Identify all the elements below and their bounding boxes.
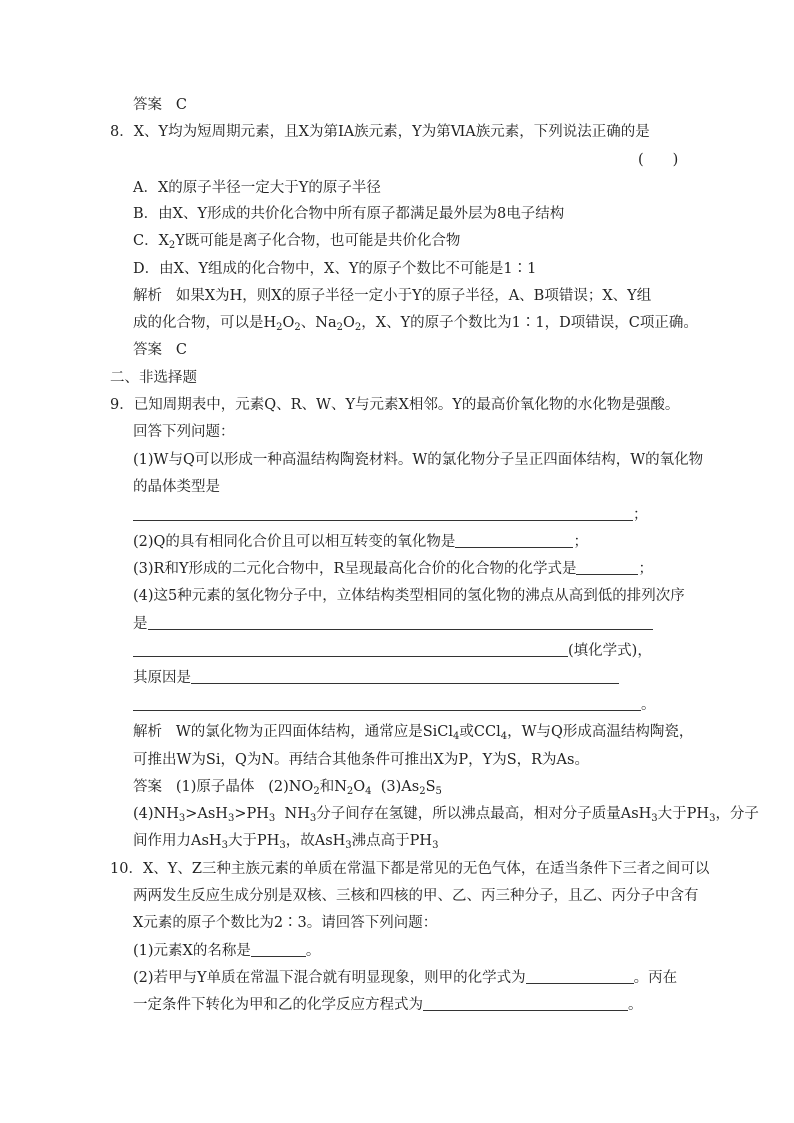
answer-blank[interactable] — [251, 941, 306, 957]
q9-part2: (2)Q的具有相同化合价且可以相互转变的氧化物是 ； — [133, 534, 588, 550]
answer-blank[interactable] — [133, 641, 568, 657]
q9-analysis-line1: 解析 W的氯化物为正四面体结构，通常应是SiCl$_4$或CCl$_4$，W与Q形成高温结构陶瓷， — [133, 724, 694, 742]
q9-answer-4-line2: 间作用力AsH$_3$大于$PH_3$，故AsH$_3$沸点高于$PH_3$ — [133, 833, 439, 851]
q9-part1-line2: 的晶体类型是 — [133, 479, 220, 495]
answer-blank[interactable] — [423, 995, 628, 1011]
q8-analysis-line1: 解析 如果X为H，则X的原子半径一定小于Y的原子半径，A、B项错误；X、Y组 — [133, 288, 652, 304]
q10-stem-line3: X元素的原子个数比为2∶3。请回答下列问题： — [133, 915, 438, 931]
q9-answer-4-line1: $(4)NH_3>AsH_3>PH_3$ $NH_3$分子间存在氢键，所以沸点最高，相对分子质量AsH$_3$大于$PH_3$，分子 — [133, 806, 759, 824]
answer-blank[interactable] — [148, 614, 653, 630]
q9-part4-line2: 是 — [133, 614, 653, 634]
q9-prompt: 回答下列问题： — [133, 424, 235, 440]
q8-answer: 答案 C — [133, 342, 187, 358]
q9-part4-line1: (4)这5种元素的氢化物分子中，立体结构类型相同的氢化物的沸点从高到低的排列次序 — [133, 588, 685, 604]
q8-answer-bracket: ( ) — [638, 152, 679, 168]
q8-option-b: B．由X、Y形成的共价化合物中所有原子都满足最外层为8电子结构 — [133, 206, 565, 222]
q9-part4-reason: 其原因是 — [133, 668, 619, 688]
q8-stem: 8．X、Y均为短周期元素，且X为第ⅠA族元素，Y为第ⅥA族元素，下列说法正确的是 — [110, 124, 650, 140]
q10-part2-line2: 一定条件下转化为甲和乙的化学反应方程式为 。 — [133, 997, 643, 1013]
section-title: 二、非选择题 — [110, 370, 197, 386]
q9-part1-blank-line: ； — [133, 505, 648, 525]
q9-part1-line1: (1)W与Q可以形成一种高温结构陶瓷材料。W的氯化物分子呈正四面体结构，W的氧化物 — [133, 452, 704, 468]
answer-blank[interactable] — [133, 505, 633, 521]
q10-part2-line1: (2)若甲与Y单质在常温下混合就有明显现象，则甲的化学式为 。丙在 — [133, 970, 678, 986]
q9-answer: 答案 (1)原子晶体 $(2)NO_2$和$N_2O_4$ $(3)As_2S_5$ — [133, 779, 442, 797]
answer-blank[interactable] — [455, 532, 573, 548]
q9-part4-line3: (填化学式)， — [133, 641, 652, 661]
q10-stem-line1: 10．X、Y、Z三种主族元素的单质在常温下都是常见的无色气体，在适当条件下三者之间可以 — [110, 861, 710, 877]
q9-part4-reason-line2: 。 — [133, 695, 656, 715]
answer-blank[interactable] — [526, 968, 634, 984]
answer-blank[interactable] — [191, 668, 619, 684]
q10-stem-line2: 两两发生反应生成分别是双核、三核和四核的甲、乙、丙三种分子，且乙、丙分子中含有 — [133, 888, 699, 904]
q8-option-c: C．$X_2Y$既可能是离子化合物，也可能是共价化合物 — [133, 233, 461, 251]
q9-analysis-line2: 可推出W为Si，Q为N。再结合其他条件可推出X为P，Y为S，R为As。 — [133, 752, 589, 768]
q8-analysis-line2: 成的化合物，可以是$H_2O_2$、$Na_2O_2$，X、Y的原子个数比为1∶1，D项错误，C项正确。 — [133, 315, 698, 333]
q8-option-d: D．由X、Y组成的化合物中，X、Y的原子个数比不可能是1∶1 — [133, 261, 537, 277]
q10-part1: (1)元素X的名称是 。 — [133, 943, 321, 959]
q9-stem: 9．已知周期表中，元素Q、R、W、Y与元素X相邻。Y的最高价氧化物的水化物是强酸。 — [110, 397, 680, 413]
q7-answer: 答案 C — [133, 97, 187, 113]
q8-option-a: A．X的原子半径一定大于Y的原子半径 — [133, 180, 381, 196]
answer-blank[interactable] — [576, 559, 638, 575]
q9-part3: (3)R和Y形成的二元化合物中，R呈现最高化合价的化合物的化学式是 ； — [133, 561, 653, 577]
answer-blank[interactable] — [133, 695, 641, 711]
